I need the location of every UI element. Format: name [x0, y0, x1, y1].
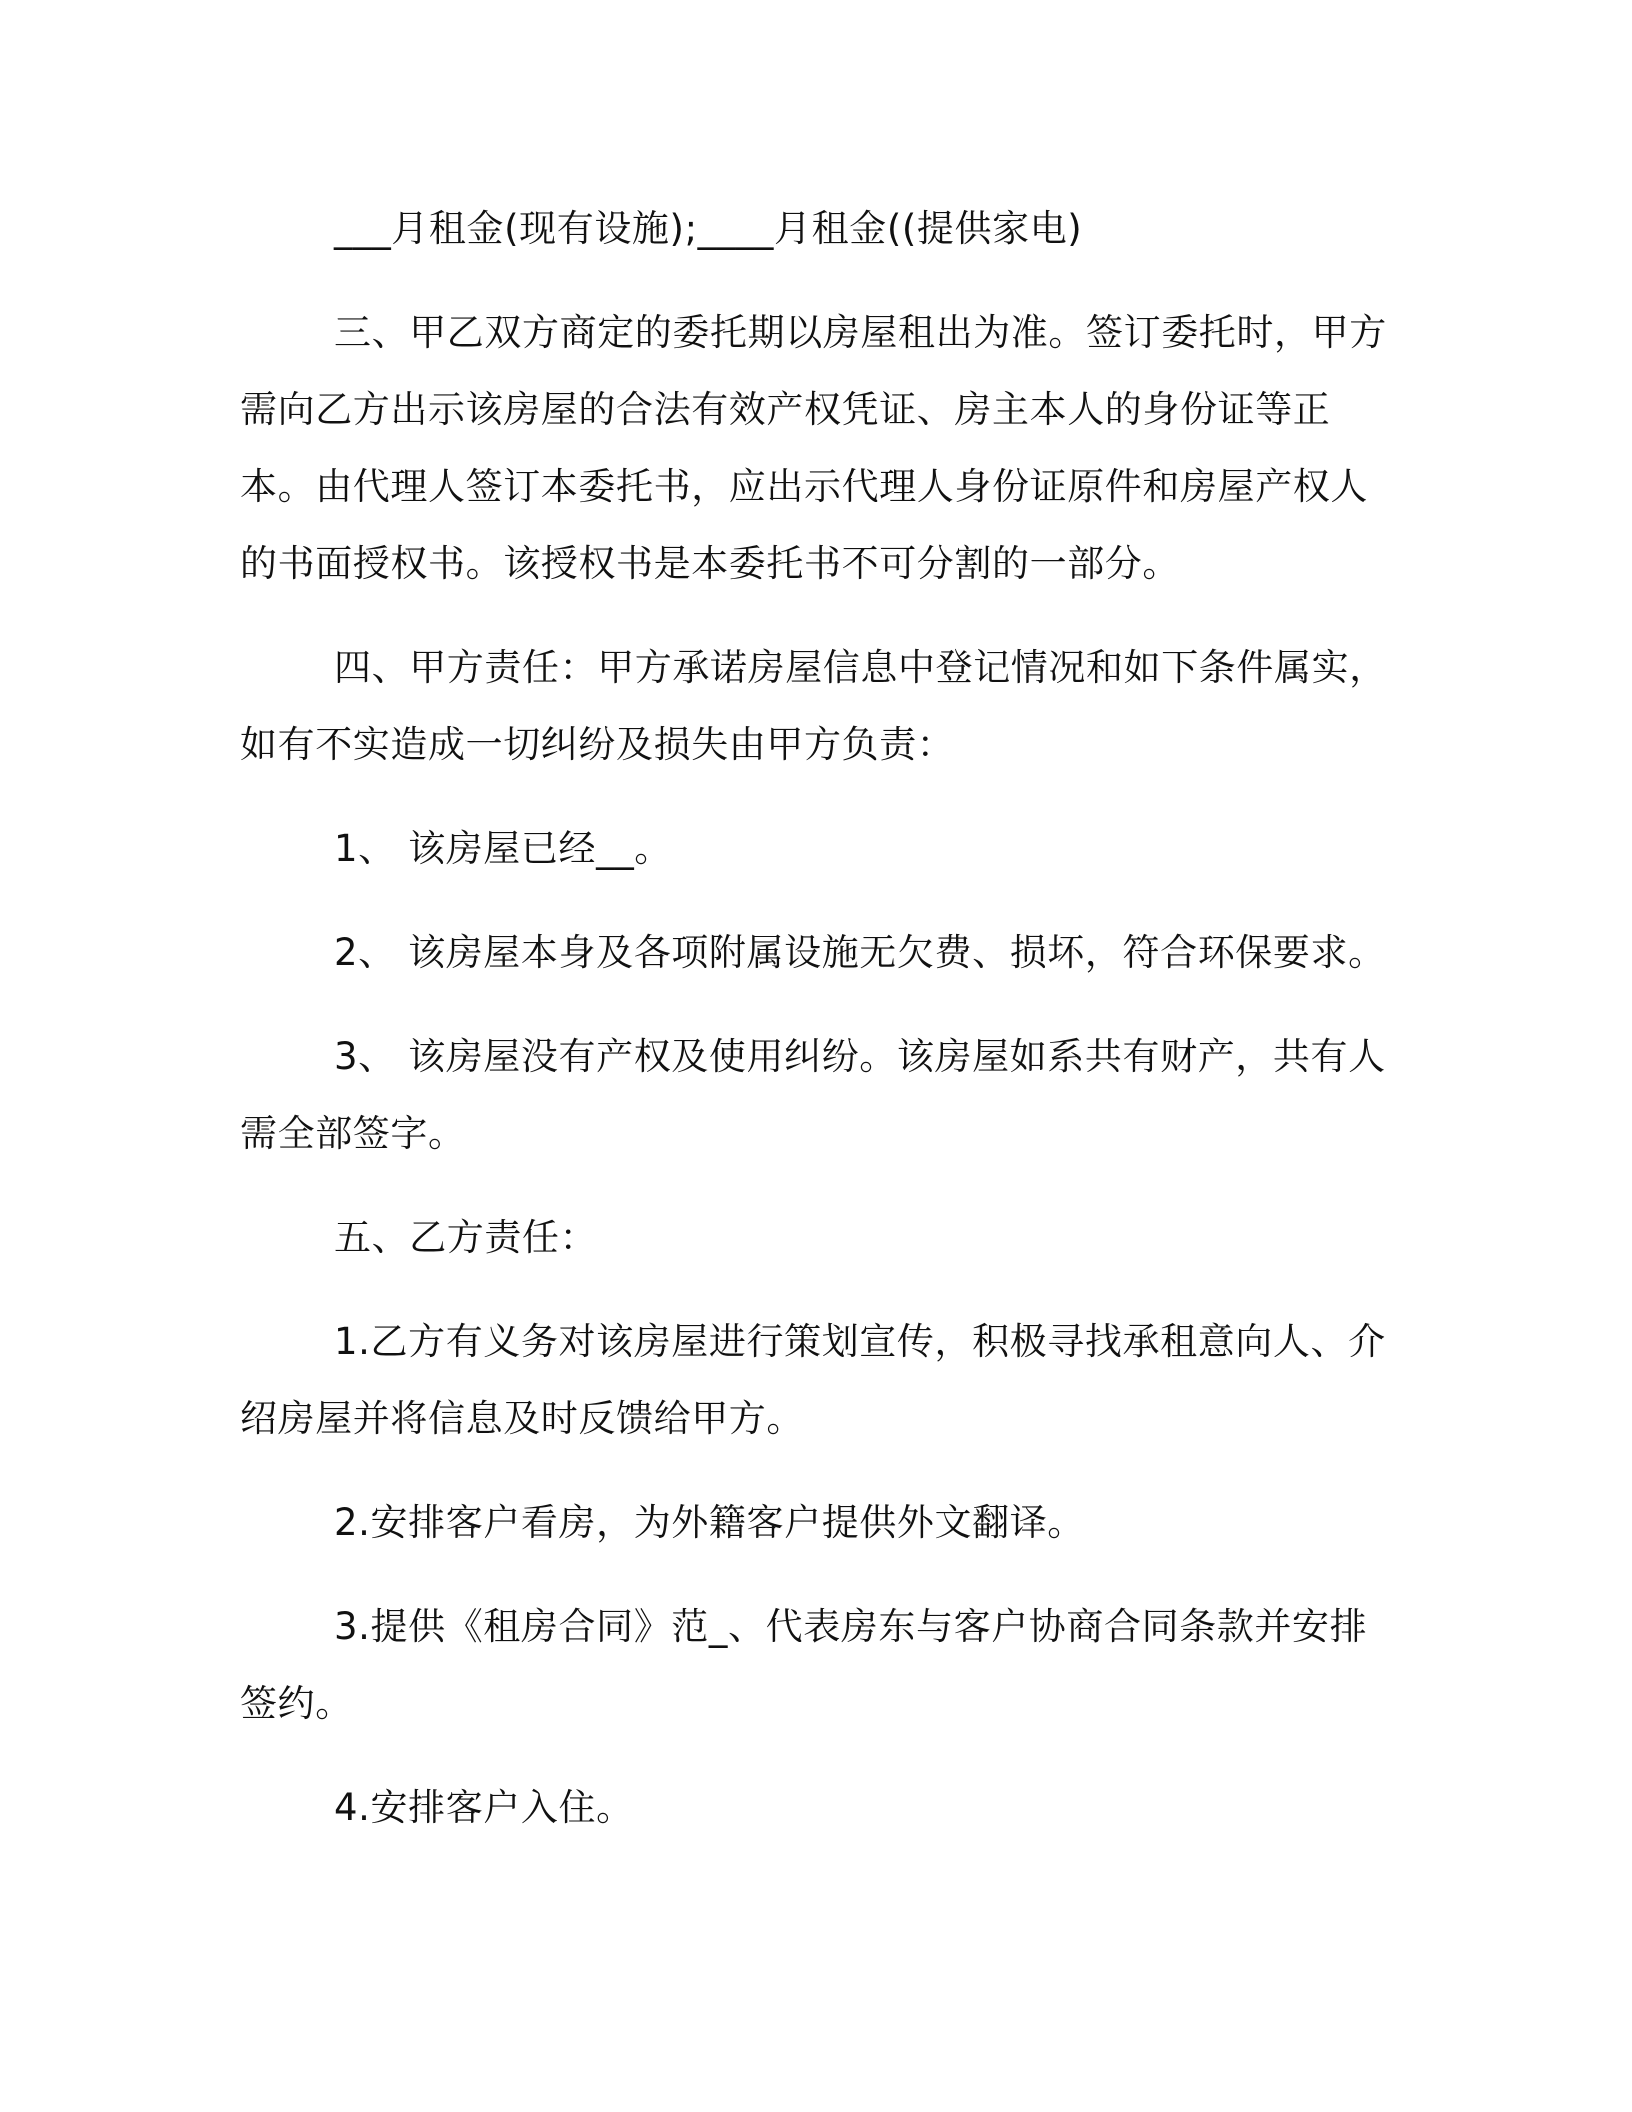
clause-5-item-1: 1.乙方有义务对该房屋进行策划宣传，积极寻找承租意向人、介绍房屋并将信息及时反馈给甲方。: [240, 1320, 1386, 1440]
clause-5-item-2: 2.安排客户看房，为外籍客户提供外文翻译。: [334, 1501, 1085, 1544]
clause-4-item-3: 3、 该房屋没有产权及使用纠纷。该房屋如系共有财产，共有人需全部签字。: [240, 1035, 1386, 1155]
rent-line: ___月租金(现有设施);____月租金((提供家电): [334, 207, 1083, 250]
clause-5-heading: 五、乙方责任：: [334, 1216, 598, 1259]
clause-4-item-2: 2、 该房屋本身及各项附属设施无欠费、损坏，符合环保要求。: [334, 931, 1386, 974]
clause-4-heading-paragraph: 四、甲方责任：甲方承诺房屋信息中登记情况和如下条件属实，如有不实造成一切纠纷及损失由甲方负责：: [240, 646, 1387, 766]
clause-5-item-4: 4.安排客户入住。: [334, 1786, 634, 1829]
document-body: [240, 190, 1390, 1873]
clause-5-item-3: 3.提供《租房合同》范_、代表房东与客户协商合同条款并安排签约。: [240, 1605, 1368, 1725]
clause-4-item-1: 1、 该房屋已经__。: [334, 827, 672, 870]
clause-3-paragraph: 三、甲乙双方商定的委托期以房屋租出为准。签订委托时，甲方需向乙方出示该房屋的合法有效产权凭证、房主本人的身份证等正本。由代理人签订本委托书，应出示代理人身份证原件和房屋产权人的书面授权书。该授权书是本委托书不可分割的一部分。: [240, 311, 1387, 585]
